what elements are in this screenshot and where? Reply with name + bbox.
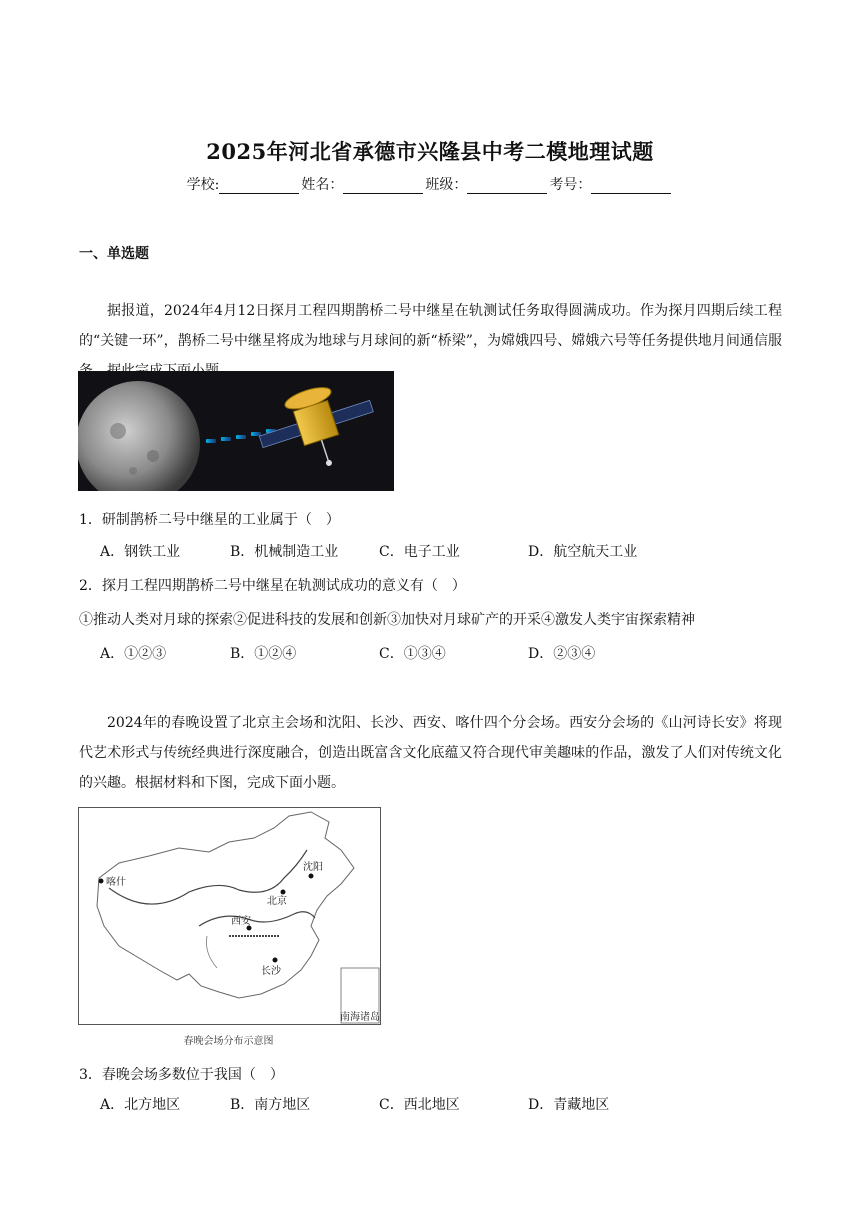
q3-option-a[interactable]: A．北方地区 bbox=[100, 1097, 181, 1113]
city-label-shenyang: 沈阳 bbox=[303, 862, 323, 873]
city-label-xian: 西安 bbox=[231, 916, 251, 927]
q2-option-a[interactable]: A．①②③ bbox=[100, 646, 167, 662]
city-label-beijing: 北京 bbox=[267, 896, 287, 907]
relay-satellite-image bbox=[78, 371, 394, 491]
question-2-stem: 2．探月工程四期鹊桥二号中继星在轨测试成功的意义有（ ） bbox=[79, 578, 466, 594]
passage-1: 据报道，2024年4月12日探月工程四期鹊桥二号中继星在轨测试任务取得圆满成功。作为探月四期后续工程的“关键一环”，鹊桥二号中继星将成为地球与月球间的新“桥梁”，为嫦娥四号、嫦娥六号等任务提供地月间通信服 bbox=[79, 303, 782, 349]
beijing-dot bbox=[281, 890, 286, 895]
class-label: 班级： bbox=[425, 177, 468, 193]
q1-option-c[interactable]: C．电子工业 bbox=[379, 544, 460, 560]
q3-option-c[interactable]: C．西北地区 bbox=[379, 1097, 460, 1113]
class-blank[interactable] bbox=[467, 179, 547, 194]
name-blank[interactable] bbox=[343, 179, 423, 194]
changsha-dot bbox=[273, 958, 278, 963]
q2-option-c[interactable]: C．①③④ bbox=[379, 646, 446, 662]
q1-option-b[interactable]: B．机械制造工业 bbox=[230, 544, 339, 560]
map-caption: 春晚会场分布示意图 bbox=[183, 1036, 274, 1047]
passage-2: 2024年的春晚设置了北京主会场和沈阳、长沙、西安、喀什四个分会场。西安分会场的《山河诗长安》将现代艺术形式与传统经典进行深度融合，创造出既富含文化底蕴又符合现代审美趣味的作品，激发了人们对传统文化的兴趣。根据材料和下图，完成下面小题。 bbox=[79, 715, 782, 791]
school-label: 学校: bbox=[186, 177, 220, 193]
city-label-changsha: 长沙 bbox=[261, 966, 281, 977]
question-2-statements: ①推动人类对月球的探索②促进科技的发展和创新③加快对月球矿产的开采④激发人类宇宙探索精神 bbox=[79, 612, 695, 628]
venue-distribution-map bbox=[78, 807, 381, 1025]
school-blank[interactable] bbox=[219, 179, 299, 194]
question-3-stem: 3．春晚会场多数位于我国（ ） bbox=[79, 1067, 284, 1083]
question-1-stem: 1．研制鹊桥二号中继星的工业属于（ ） bbox=[79, 512, 340, 528]
city-label-kashgar: 喀什 bbox=[106, 877, 126, 888]
student-info-line bbox=[0, 174, 860, 194]
q1-option-a[interactable]: A．钢铁工业 bbox=[100, 544, 181, 560]
q3-option-d[interactable]: D．青藏地区 bbox=[528, 1097, 610, 1113]
exam-title: 2025年河北省承德市兴隆县中考二模地理试题 bbox=[206, 139, 654, 164]
q2-option-b[interactable]: B．①②④ bbox=[230, 646, 297, 662]
section-heading-single-choice: 一、单选题 bbox=[79, 246, 149, 262]
q1-option-d[interactable]: D．航空航天工业 bbox=[528, 544, 638, 560]
exam-number-blank[interactable] bbox=[591, 179, 671, 194]
q3-option-b[interactable]: B．南方地区 bbox=[230, 1097, 311, 1113]
kashgar-dot bbox=[99, 879, 104, 884]
name-label: 姓名： bbox=[301, 177, 344, 193]
shenyang-dot bbox=[309, 874, 314, 879]
exam-number-label: 考号： bbox=[549, 177, 592, 193]
q2-option-d[interactable]: D．②③④ bbox=[528, 646, 596, 662]
inset-label: 南海诸岛 bbox=[340, 1012, 380, 1023]
